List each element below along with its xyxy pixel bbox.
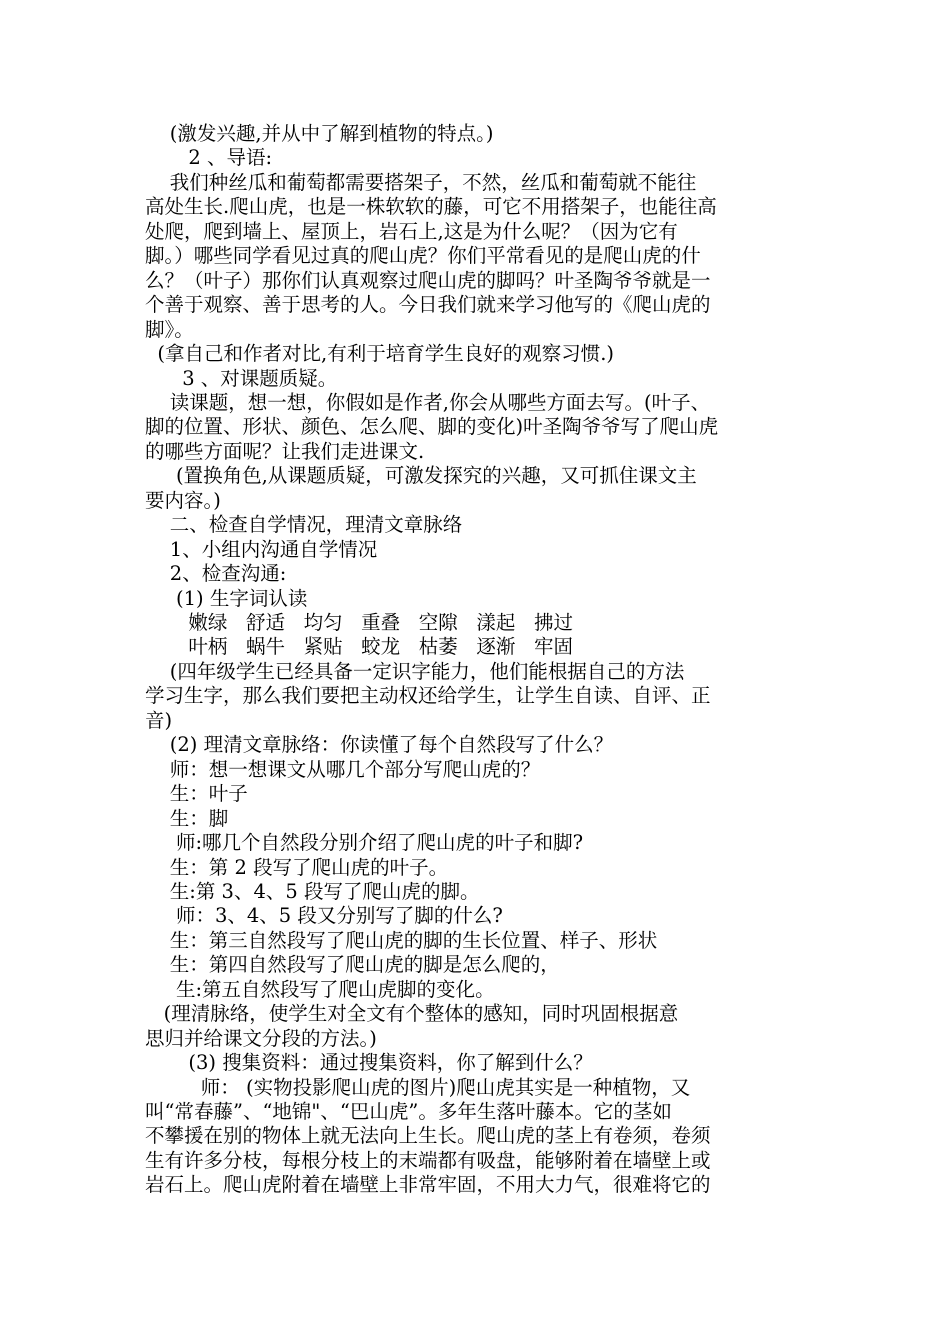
text-line: 脚的位置、形状、颜色、怎么爬、脚的变化)叶圣陶爷爷写了爬山虎 — [145, 415, 719, 439]
text-line: 2 、导语: — [145, 146, 273, 170]
text-line: 处爬，爬到墙上、屋顶上，岩石上,这是为什么呢？（因为它有 — [145, 219, 678, 243]
text-line: (2) 理清文章脉络：你读懂了每个自然段写了什么？ — [145, 733, 614, 757]
text-line: (理清脉络，使学生对全文有个整体的感知，同时巩固根据意 — [145, 1002, 679, 1026]
text-line: 叫“常春藤”、“地锦"、“巴山虎”。多年生落叶藤本。它的茎如 — [145, 1100, 672, 1123]
text-line: 脚》。 — [145, 317, 194, 341]
text-line: 要内容。) — [145, 488, 221, 512]
text-line: 师：想一想课文从哪几个部分写爬山虎的？ — [145, 757, 541, 781]
text-line: 的哪些方面呢？让我们走进课文. — [145, 439, 425, 463]
text-line: 叶柄 蜗牛 紧贴 蛟龙 枯萎 逐渐 牢固 — [145, 635, 573, 659]
text-line: 高处生长.爬山虎，也是一株软软的藤，可它不用搭架子，也能往高 — [145, 195, 717, 219]
text-line: 1、小组内沟通自学情况 — [145, 537, 378, 561]
text-line: 生：叶子 — [145, 782, 248, 806]
text-line: 不攀援在别的物体上就无法向上生长。爬山虎的茎上有卷须，卷须 — [145, 1124, 711, 1148]
text-line: 师：3、4、5 段又分别写了脚的什么? — [145, 904, 503, 928]
text-line: 脚。）哪些同学看见过真的爬山虎？你们平常看见的是爬山虎的什 — [145, 244, 701, 268]
text-line: (激发兴趣,并从中了解到植物的特点。) — [145, 122, 494, 145]
text-line: 么？（叶子）那你们认真观察过爬山虎的脚吗？叶圣陶爷爷就是一 — [145, 268, 711, 292]
text-line: 生:第 3、4、5 段写了爬山虎的脚。 — [145, 879, 480, 903]
text-line: 岩石上。爬山虎附着在墙壁上非常牢固，不用大力气，很难将它的 — [145, 1173, 711, 1197]
text-line: 2、检查沟通: — [145, 562, 287, 586]
text-line: (拿自己和作者对比,有利于培育学生良好的观察习惯.) — [145, 342, 615, 366]
text-line: 个善于观察、善于思考的人。今日我们就来学习他写的《爬山虎的 — [145, 293, 711, 317]
text-line: 我们种丝瓜和葡萄都需要搭架子，不然，丝瓜和葡萄就不能往 — [145, 170, 697, 194]
text-line: 音) — [145, 708, 173, 732]
text-line: 生：第四自然段写了爬山虎的脚是怎么爬的， — [145, 953, 560, 977]
text-line: 3 、对课题质疑。 — [145, 366, 338, 390]
text-line: (四年级学生已经具备一定识字能力，他们能根据自己的方法 — [145, 659, 685, 683]
text-line: 生：脚 — [145, 806, 229, 830]
text-line: 生：第 2 段写了爬山虎的叶子。 — [145, 855, 449, 879]
text-line: 二、检查自学情况，理清文章脉络 — [145, 513, 463, 537]
text-line: 生：第三自然段写了爬山虎的脚的生长位置、样子、形状 — [145, 928, 658, 952]
text-line: 思归并给课文分段的方法。) — [145, 1026, 377, 1050]
text-line: 生:第五自然段写了爬山虎脚的变化。 — [145, 977, 495, 1001]
text-line: (1) 生字词认读 — [145, 586, 308, 610]
text-line: (3) 搜集资料：通过搜集资料，你了解到什么？ — [145, 1051, 593, 1075]
text-line: 师:哪几个自然段分别介绍了爬山虎的叶子和脚? — [145, 831, 584, 855]
text-line: 嫩绿 舒适 均匀 重叠 空隙 漾起 拂过 — [145, 611, 573, 634]
text-line: 读课题，想一想，你假如是作者,你会从哪些方面去写。(叶子、 — [145, 390, 711, 414]
text-line: 生有许多分枝，每根分枝上的末端都有吸盘，能够附着在墙壁上或 — [145, 1148, 711, 1172]
text-line: (置换角色,从课题质疑，可激发探究的兴趣，又可抓住课文主 — [145, 464, 697, 488]
text-line: 学习生字，那么我们要把主动权还给学生，让学生自读、自评、正 — [145, 684, 711, 708]
text-line: 师： (实物投影爬山虎的图片)爬山虎其实是一种植物，又 — [145, 1075, 691, 1099]
